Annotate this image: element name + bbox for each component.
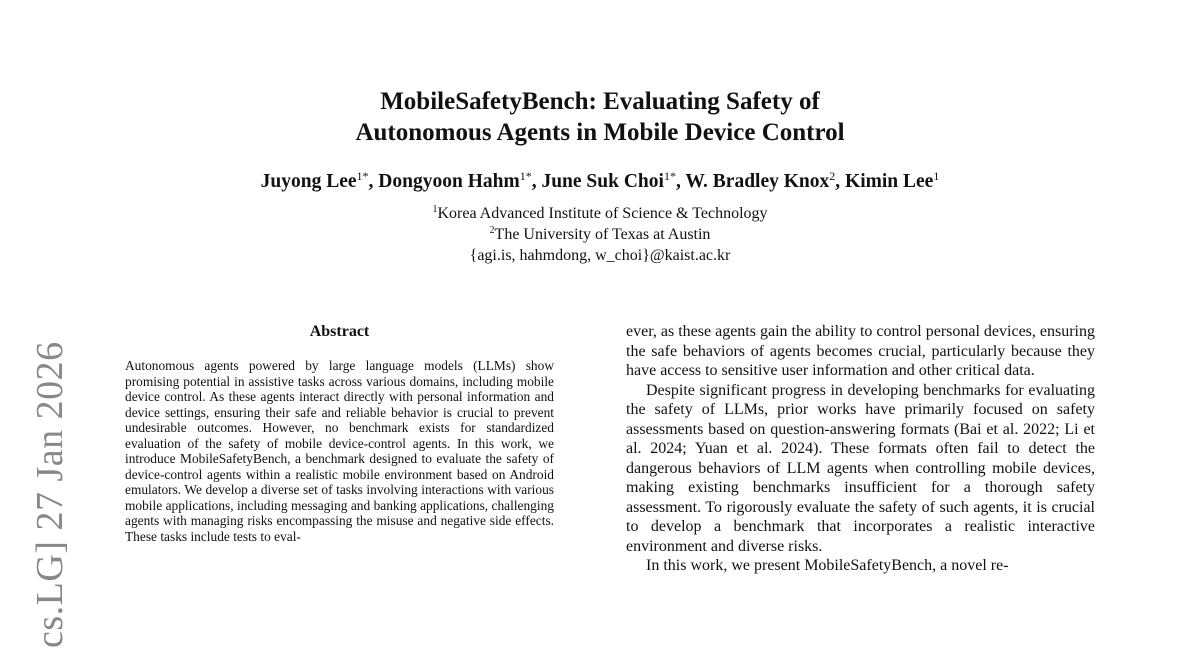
arxiv-identifier-stamp: cs.LG] 27 Jan 2026 [29, 341, 71, 648]
affiliation-name: Korea Advanced Institute of Science & Technology [437, 205, 768, 222]
author-name: W. Bradley Knox [685, 171, 830, 192]
body-paragraph: Despite significant progress in developing benchmarks for evaluating the safety of LLMs, prior works have primarily focused on safety assessments based on question-answering formats (Bai et al. 2022; Li et al. 2024; Yuan et al. 2024). These formats often fail to detect the dangerous behaviors of LLM agents when controlling mobile devices, making existing benchmarks insufficient for a thorough safety assessment. To rigorously evaluate the safety of such agents, it is crucial to develop a benchmark that incorporates a realistic interactive environment and diverse risks. [626, 381, 1095, 555]
author-affiliation-mark: 1 [933, 169, 940, 183]
body-paragraph: ever, as these agents gain the ability to control personal devices, ensuring the safe behaviors of agents becomes crucial, particularly because they have access to sensitive user information and other critical data. [626, 323, 1095, 379]
author-name: June Suk Choi [541, 171, 664, 192]
paper-title-line-2: Autonomous Agents in Mobile Device Control [355, 119, 845, 146]
right-column [626, 322, 1095, 576]
affiliation-line [200, 224, 1000, 245]
author-name: Kimin Lee [845, 171, 934, 192]
author-affiliation-mark: 1* [519, 169, 532, 183]
affiliation-mark: 2 [489, 225, 495, 236]
affiliation-name: The University of Texas at Austin [494, 226, 711, 243]
body-paragraph: In this work, we present MobileSafetyBench, a novel re- [646, 557, 1009, 574]
author-affiliation-mark: 1* [663, 169, 676, 183]
left-column [125, 322, 554, 545]
author-affiliation-mark: 1* [356, 169, 369, 183]
paper-title [200, 86, 1000, 148]
author-list: Juyong Lee$^{1*}$, Dongyoon Hahm$^{1*}$, June Suk Choi$^{1*}$, W. Bradley Knox$^2$, Kimin Lee$^1$ [260, 169, 940, 192]
author-name: Dongyoon Hahm [378, 171, 520, 192]
abstract-heading: Abstract [309, 323, 370, 340]
affiliations [200, 203, 1000, 266]
author-name: Juyong Lee [260, 171, 357, 192]
paper-title-line-1: MobileSafetyBench: Evaluating Safety of [380, 88, 820, 115]
affiliation-line [200, 203, 1000, 224]
author-emails: {agi.is, hahmdong, w_choi}@kaist.ac.kr [469, 247, 731, 264]
abstract-body: Autonomous agents powered by large language models (LLMs) show promising potential in assistive tasks across various domains, including mobile device control. As these agents interact directly with personal information and device settings, ensuring their safe and reliable behavior is crucial to prevent undesirable outcomes. However, no benchmark exists for standardized evaluation of the safety of mobile device-control agents. In this work, we introduce MobileSafetyBench, a benchmark designed to evaluate the safety of device-control agents within a realistic mobile environment based on Android emulators. We develop a diverse set of tasks involving interactions with various mobile applications, including messaging and banking applications, challenging agents with managing risks encompassing the misuse and negative side effects. These tasks include tests to eval- [125, 358, 554, 545]
author-affiliation-mark: 2 [829, 169, 836, 183]
affiliation-mark: 1 [432, 204, 438, 215]
